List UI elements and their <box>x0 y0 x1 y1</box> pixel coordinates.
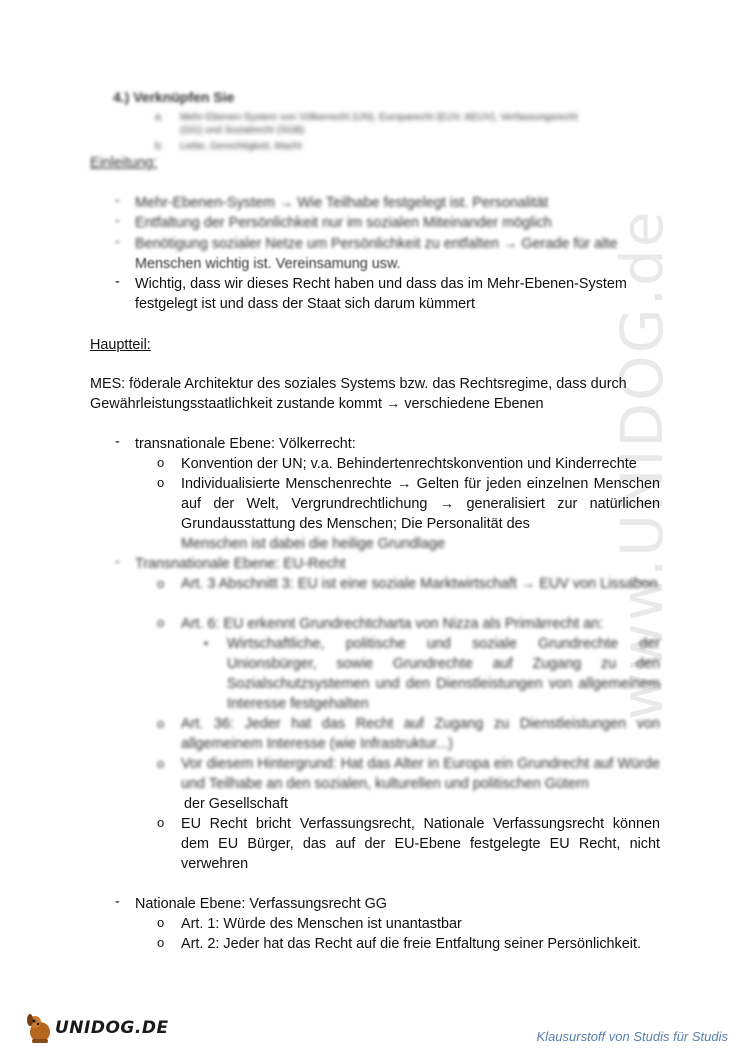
level-item: Art. 1: Würde des Menschen ist unantastbar <box>181 916 462 932</box>
mes-line: Gewährleistungsstaatlichkeit zustande kommt → verschiedene Ebenen <box>90 396 544 412</box>
level-item: Vor diesem Hintergrund: Hat das Alter in Europa ein Grundrecht auf Würde und Teilhabe an den sozialen, kulturellen und politischen Gütern <box>181 756 660 792</box>
sub-item-text: (GG) und Sozialrecht (SGB) <box>180 125 305 136</box>
circle-marker: o <box>157 815 165 830</box>
level-item-tail: der Gesellschaft <box>184 796 288 812</box>
circle-marker: o <box>157 455 165 470</box>
unidog-logo[interactable] <box>25 1012 169 1044</box>
dash-marker: - <box>115 894 120 910</box>
square-marker: ▪ <box>204 636 209 650</box>
circle-marker: o <box>157 915 165 930</box>
level-item: Art. 3 Abschnitt 3: EU ist eine soziale Marktwirtschaft → EUV von Lissabon <box>181 576 658 592</box>
circle-marker: o <box>157 935 165 950</box>
circle-marker: o <box>157 615 165 630</box>
intro-bullet: Entfaltung der Persönlichkeit nur im sozialen Miteinander möglich <box>135 215 552 231</box>
level-item: Art. 6: EU erkennt Grundrechtcharta von Nizza als Primärrecht an: <box>181 616 604 632</box>
level-subitem: Wirtschaftliche, politische und soziale Grundrechte der Unionsbürger, sowie Grundrechte auf Zugang zu den Sozialschutzsystemen und den Dienstleistungen von allgemeinem Interesse festgehalten <box>227 636 660 712</box>
dash-marker: - <box>115 213 120 229</box>
mes-line: MES: föderale Architektur des soziales Systems bzw. das Rechtsregime, dass durch <box>90 376 627 392</box>
level-item: Art. 2: Jeder hat das Recht auf die freie Entfaltung seiner Persönlichkeit. <box>181 936 641 952</box>
dash-marker: - <box>115 554 120 570</box>
intro-bullet-text: Wichtig, dass wir dieses Recht haben und dass das im Mehr-Ebenen-System <box>135 276 627 292</box>
intro-bullet: Benötigung sozialer Netze um Persönlichkeit zu entfalten → Gerade für alte <box>135 236 618 252</box>
circle-marker: o <box>157 475 165 490</box>
level-item: Art. 36: Jeder hat das Recht auf Zugang zu Dienstleistungen von allgemeinem Interesse (wie Infrastruktur...) <box>181 716 660 752</box>
circle-marker: o <box>157 756 165 771</box>
intro-bullet-text: festgelegt ist und dass der Staat sich darum kümmert <box>135 296 475 312</box>
intro-bullet: Menschen wichtig ist. Vereinsamung usw. <box>135 256 401 272</box>
level-item: Menschen ist dabei die heilige Grundlage <box>181 536 445 552</box>
level-item: Konvention der UN; v.a. Behindertenrechtskonvention und Kinderrechte <box>181 456 637 472</box>
sub-item-marker: a. <box>155 112 164 123</box>
circle-marker: o <box>157 576 165 591</box>
level-item: EU Recht bricht Verfassungsrecht, Nationale Verfassungsrecht können dem EU Bürger, das auf der EU-Ebene festgelegte EU Recht, nicht verwehren <box>181 816 660 872</box>
watermark: www.UNIDOG.de <box>608 209 676 720</box>
dog-icon <box>25 1012 55 1044</box>
main-label: Hauptteil: <box>90 337 151 353</box>
level-title: Nationale Ebene: Verfassungsrecht GG <box>135 896 387 912</box>
sub-item-marker: b. <box>155 141 164 152</box>
dash-marker: - <box>115 234 120 250</box>
sub-item-text: Liebe, Gerechtigkeit, Macht <box>180 141 302 152</box>
footer-tagline: Klausurstoff von Studis für Studis <box>536 1029 728 1044</box>
sub-item-text: Mehr-Ebenen-System von Völkerrecht (UN), Europarecht (EUV, AEUV), Verfassungsrecht <box>180 112 578 123</box>
intro-label: Einleitung: <box>90 155 158 171</box>
level-title: Transnationale Ebene: EU-Recht <box>135 556 346 572</box>
circle-marker: o <box>157 716 165 731</box>
logo-text: UNIDOG.DE <box>55 1018 169 1038</box>
section-heading: 4.) Verknüpfen Sie <box>113 89 235 105</box>
level-item: Individualisierte Menschenrechte → Gelten für jeden einzelnen Menschen auf der Welt, Vergrundrechtlichung → generalisiert zur natürlichen Grundausstattung des Menschen; Die Personalität des <box>181 476 660 532</box>
level-title: transnationale Ebene: Völkerrecht: <box>135 436 356 452</box>
intro-bullet: Mehr-Ebenen-System → Wie Teilhabe festgelegt ist. Personalität <box>135 195 549 211</box>
dash-marker: - <box>115 434 120 450</box>
dash-marker: - <box>115 274 120 290</box>
dash-marker: - <box>115 193 120 209</box>
